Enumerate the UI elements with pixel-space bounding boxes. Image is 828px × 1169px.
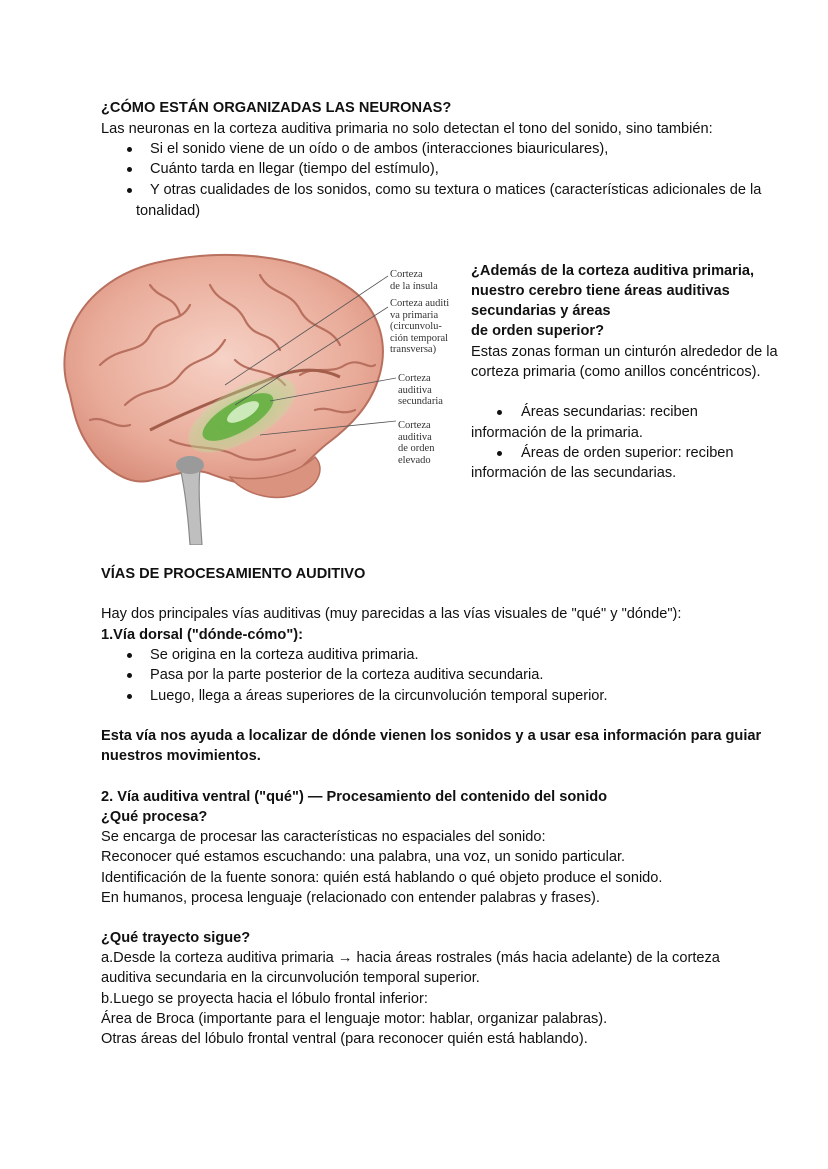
list-item: Se origina en la corteza auditiva primaria.	[150, 647, 419, 663]
bullet-dot	[127, 673, 132, 678]
side-question: secundarias y áreas	[471, 303, 611, 319]
side-list-item: información de la primaria.	[471, 425, 643, 441]
what-line: Identificación de la fuente sonora: quién está hablando o qué objeto produce el sonido.	[101, 870, 663, 886]
route-line: auditiva secundaria en la circunvolución temporal superior.	[101, 970, 480, 986]
section-title-neurons: ¿CÓMO ESTÁN ORGANIZADAS LAS NEURONAS?	[101, 100, 452, 116]
list-item: Cuánto tarda en llegar (tiempo del estímulo),	[150, 161, 439, 177]
stem-cap	[176, 456, 204, 474]
dorsal-summary: Esta vía nos ayuda a localizar de dónde vienen los sonidos y a usar esa información para guiar	[101, 728, 762, 744]
bullet-dot	[127, 653, 132, 658]
label-higher-order-auditory-cortex: Corteza auditiva de orden elevado	[398, 420, 435, 466]
side-question: de orden superior?	[471, 323, 604, 339]
list-item-continuation: tonalidad)	[136, 203, 201, 219]
list-item: Y otras cualidades de los sonidos, como su textura o matices (características adicionales de la	[150, 182, 762, 198]
side-question: nuestro cerebro tiene áreas auditivas	[471, 283, 730, 299]
route-title: ¿Qué trayecto sigue?	[101, 930, 251, 946]
route-line: a.Desde la corteza auditiva primaria → hacia áreas rostrales (más hacia adelante) de la corteza	[101, 950, 720, 966]
label-insula-cortex: Corteza de la ínsula	[390, 269, 438, 292]
label-primary-auditory-cortex: Corteza auditi va primaria (circunvolu- ción temporal transversa)	[390, 298, 450, 355]
what-title: ¿Qué procesa?	[101, 809, 208, 825]
dorsal-title: 1.Vía dorsal ("dónde-cómo"):	[101, 627, 303, 643]
ventral-title: 2. Vía auditiva ventral ("qué") — Procesamiento del contenido del sonido	[101, 789, 608, 805]
side-answer: Estas zonas forman un cinturón alrededor de la	[471, 344, 778, 360]
bullet-dot	[127, 167, 132, 172]
bullet-dot	[127, 188, 132, 193]
route-line: Otras áreas del lóbulo frontal ventral (para reconocer quién está hablando).	[101, 1031, 588, 1047]
bullet-dot	[127, 694, 132, 699]
pathways-intro: Hay dos principales vías auditivas (muy parecidas a las vías visuales de "qué" y "dónde"):	[101, 606, 682, 622]
side-question: ¿Además de la corteza auditiva primaria,	[471, 263, 755, 279]
label-secondary-auditory-cortex: Corteza auditiva secundaria	[398, 373, 443, 407]
list-item: Si el sonido viene de un oído o de ambos (interacciones biauriculares),	[150, 141, 609, 157]
what-line: En humanos, procesa lenguaje (relacionado con entender palabras y frases).	[101, 890, 600, 906]
bullet-dot	[127, 147, 132, 152]
list-item: Pasa por la parte posterior de la corteza auditiva secundaria.	[150, 667, 544, 683]
side-answer: corteza primaria (como anillos concéntricos).	[471, 364, 761, 380]
bullet-dot	[497, 451, 502, 456]
bullet-dot	[497, 410, 502, 415]
section-intro: Las neuronas en la corteza auditiva primaria no solo detectan el tono del sonido, sino también:	[101, 121, 713, 137]
brain-illustration	[30, 245, 430, 545]
route-line: Área de Broca (importante para el lenguaje motor: hablar, organizar palabras).	[101, 1011, 608, 1027]
list-item: Luego, llega a áreas superiores de la circunvolución temporal superior.	[150, 688, 608, 704]
section-title-pathways: VÍAS DE PROCESAMIENTO AUDITIVO	[101, 566, 366, 582]
side-list-item: información de las secundarias.	[471, 465, 677, 481]
side-list-item: Áreas secundarias: reciben	[521, 404, 698, 420]
what-line: Se encarga de procesar las características no espaciales del sonido:	[101, 829, 546, 845]
side-list-item: Áreas de orden superior: reciben	[521, 445, 734, 461]
what-line: Reconocer qué estamos escuchando: una palabra, una voz, un sonido particular.	[101, 849, 626, 865]
brainstem	[180, 467, 202, 545]
route-line: b.Luego se proyecta hacia el lóbulo frontal inferior:	[101, 991, 428, 1007]
dorsal-summary: nuestros movimientos.	[101, 748, 261, 764]
